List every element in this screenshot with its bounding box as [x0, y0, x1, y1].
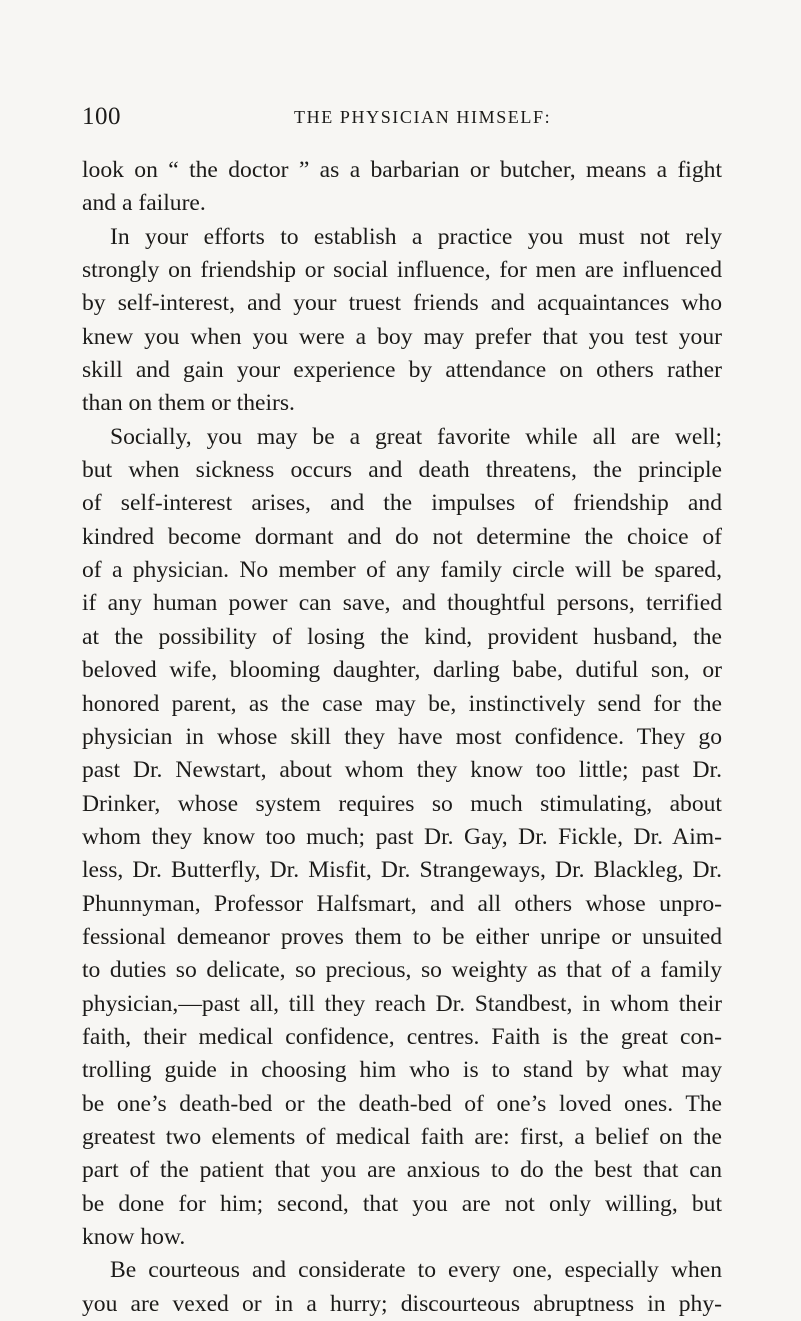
text-line: Be courteous and considerate to every one, especially when: [110, 1257, 722, 1284]
text-line: trolling guide in choosing him who is to stand by what may: [82, 1057, 722, 1084]
text-line: at the possibility of losing the kind, provident husband, the: [82, 623, 722, 650]
text-line: part of the patient that you are anxious to do the best that can: [82, 1157, 722, 1184]
text-line: beloved wife, blooming daughter, darling babe, dutiful son, or: [82, 657, 722, 684]
text-line: Drinker, whose system requires so much stimulating, about: [82, 790, 722, 817]
text-line: look on “ the doctor ” as a barbarian or butcher, means a fight: [82, 157, 722, 183]
text-line: by self-interest, and your truest friends and acquaintances who: [82, 290, 722, 317]
text-line: greatest two elements of medical faith are: first, a belief on the: [82, 1123, 722, 1150]
text-line: to duties so delicate, so precious, so weighty as that of a family: [82, 957, 722, 984]
text-line: In your efforts to establish a practice you must not rely: [110, 223, 722, 250]
text-line: physician,—past all, till they reach Dr. Standbest, in whom their: [82, 990, 722, 1017]
text-line: fessional demeanor proves them to be either unripe or unsuited: [82, 923, 722, 950]
text-line: know how.: [82, 1224, 186, 1250]
text-line: and a failure.: [82, 190, 206, 217]
text-line: physician in whose skill they have most confidence. They go: [82, 723, 722, 750]
text-line: of a physician. No member of any family circle will be spared,: [82, 557, 722, 584]
running-head: [82, 103, 722, 133]
text-line: kindred become dormant and do not determine the choice of: [82, 523, 722, 550]
text-line: Socially, you may be a great favorite while all are well;: [110, 423, 722, 450]
text-line: if any human power can save, and thoughtful persons, terrified: [82, 590, 722, 617]
text-line: less, Dr. Butterfly, Dr. Misfit, Dr. Strangeways, Dr. Blackleg, Dr.: [82, 857, 722, 884]
text-line: skill and gain your experience by attendance on others rather: [82, 357, 722, 384]
text-line: knew you when you were a boy may prefer that you test your: [82, 323, 722, 350]
body-text: [82, 154, 722, 1321]
text-line: be one’s death-bed or the death-bed of one’s loved ones. The: [82, 1090, 722, 1117]
running-title: THE PHYSICIAN HIMSELF:: [294, 107, 552, 127]
text-line: be done for him; second, that you are not only willing, but: [82, 1190, 722, 1217]
page-number: 100: [82, 103, 121, 130]
text-line: Phunnyman, Professor Halfsmart, and all others whose unpro-: [82, 890, 722, 917]
text-line: past Dr. Newstart, about whom they know too little; past Dr.: [82, 757, 722, 784]
text-line: but when sickness occurs and death threatens, the principle: [82, 457, 722, 484]
text-line: strongly on friendship or social influence, for men are influenced: [82, 257, 722, 284]
text-line: than on them or theirs.: [82, 390, 295, 417]
text-line: honored parent, as the case may be, instinctively send for the: [82, 690, 722, 717]
text-line: whom they know too much; past Dr. Gay, Dr. Fickle, Dr. Aim-: [82, 823, 722, 850]
text-line: faith, their medical confidence, centres. Faith is the great con-: [82, 1023, 722, 1050]
text-line: of self-interest arises, and the impulses of friendship and: [82, 490, 722, 517]
text-line: you are vexed or in a hurry; discourteous abruptness in phy-: [82, 1290, 722, 1317]
